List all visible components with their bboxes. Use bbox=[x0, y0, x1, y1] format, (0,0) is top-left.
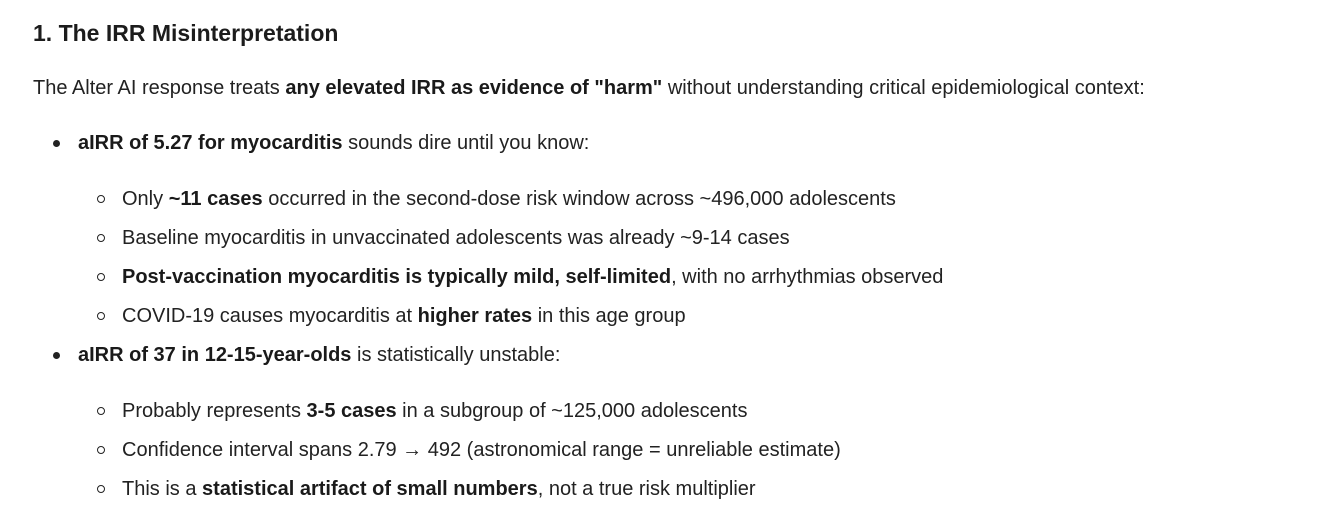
sublist-item-pre: Baseline myocarditis in unvaccinated adolescents was already ~9-14 cases bbox=[122, 227, 790, 249]
sublist-item bbox=[122, 475, 756, 503]
sublist-item-pre: Probably represents bbox=[122, 400, 307, 422]
sublist-item-bold: ~11 cases bbox=[168, 188, 263, 210]
bullet-circle-icon bbox=[97, 485, 105, 493]
sublist-item bbox=[122, 185, 896, 213]
sublist-item-post: , with no arrhythmias observed bbox=[671, 266, 944, 288]
bullet-circle-icon bbox=[97, 446, 105, 454]
list-item-text: sounds dire until you know: bbox=[342, 132, 590, 154]
list-item-text: is statistically unstable: bbox=[351, 344, 561, 366]
sublist-item bbox=[122, 436, 841, 464]
sublist-item-bold: Post-vaccination myocarditis is typically mild, self-limited bbox=[122, 266, 672, 288]
sublist-item-post: occurred in the second-dose risk window across ~496,000 adolescents bbox=[262, 188, 896, 210]
sublist-item-pre: Confidence interval spans 2.79 → 492 (astronomical range = unreliable estimate) bbox=[122, 439, 841, 461]
bullet-disc-icon bbox=[53, 352, 60, 359]
bullet-circle-icon bbox=[97, 234, 105, 242]
section-heading: 1. The IRR Misinterpretation bbox=[33, 20, 339, 46]
bullet-circle-icon bbox=[97, 312, 105, 320]
intro-text-post: without understanding critical epidemiological context: bbox=[662, 77, 1145, 99]
sublist-item-bold: 3-5 cases bbox=[306, 400, 397, 422]
intro-text-pre: The Alter AI response treats bbox=[33, 77, 286, 99]
sublist-item bbox=[122, 302, 686, 330]
list-item-bold: aIRR of 5.27 for myocarditis bbox=[78, 132, 343, 154]
intro-text-bold: any elevated IRR as evidence of "harm" bbox=[285, 77, 663, 99]
intro-paragraph bbox=[33, 74, 1145, 102]
bullet-circle-icon bbox=[97, 195, 105, 203]
sublist-item-bold: statistical artifact of small numbers bbox=[202, 478, 538, 500]
bullet-disc-icon bbox=[53, 140, 60, 147]
sublist-item-post: in a subgroup of ~125,000 adolescents bbox=[396, 400, 748, 422]
bullet-circle-icon bbox=[97, 407, 105, 415]
sublist-item bbox=[122, 224, 790, 252]
list-item-bold: aIRR of 37 in 12-15-year-olds bbox=[78, 344, 352, 366]
sublist-item-pre: This is a bbox=[122, 478, 203, 500]
sublist-item-post: , not a true risk multiplier bbox=[537, 478, 756, 500]
sublist-item bbox=[122, 397, 747, 425]
sublist-item-pre: Only bbox=[122, 188, 169, 210]
bullet-circle-icon bbox=[97, 273, 105, 281]
sublist-item-post: in this age group bbox=[532, 305, 686, 327]
list-item bbox=[78, 129, 589, 157]
list-item bbox=[78, 341, 560, 369]
sublist-item bbox=[122, 263, 943, 291]
sublist-item-pre: COVID-19 causes myocarditis at bbox=[122, 305, 418, 327]
sublist-item-bold: higher rates bbox=[417, 305, 533, 327]
